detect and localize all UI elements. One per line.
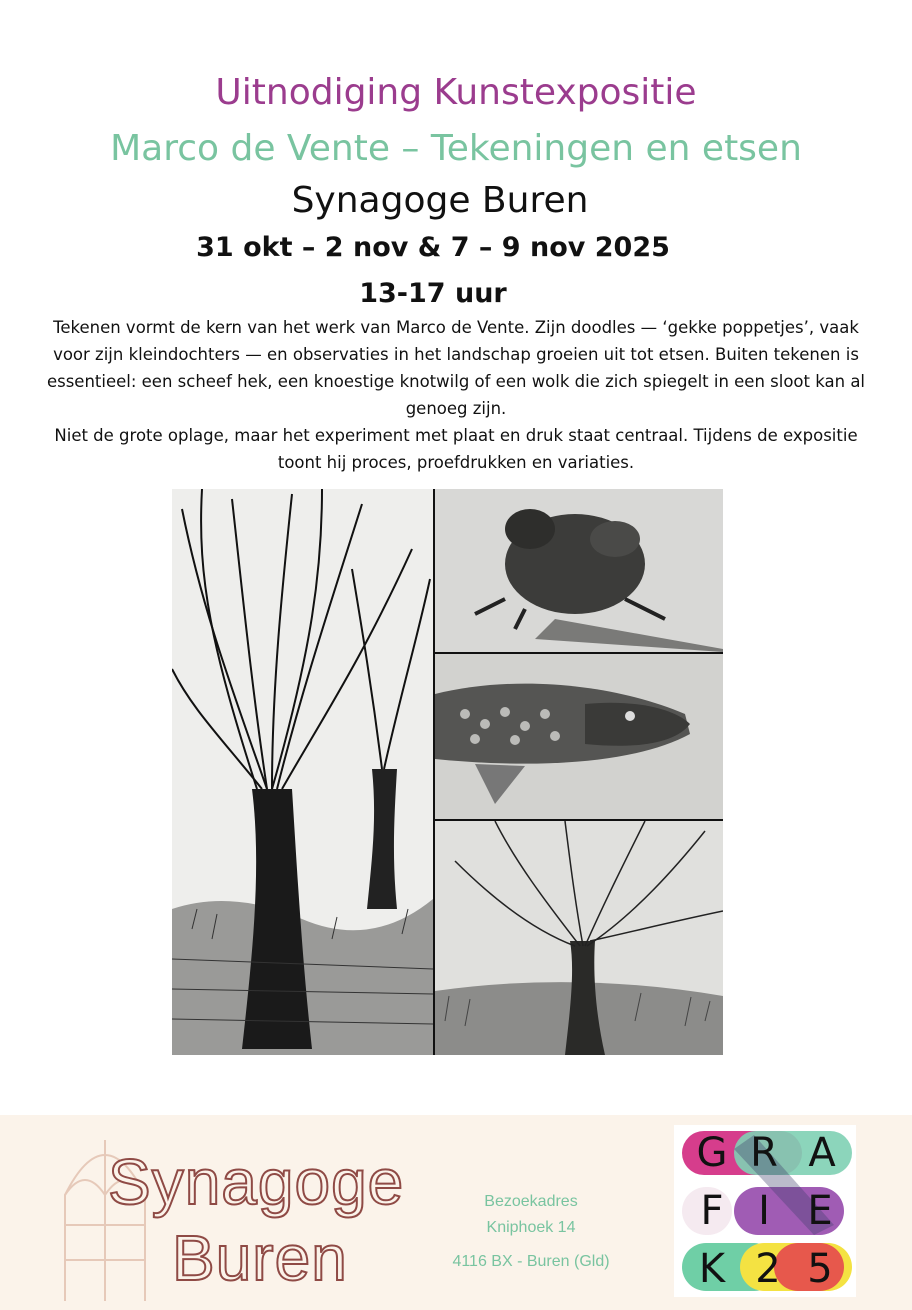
logo-letter-i: I bbox=[758, 1188, 770, 1234]
exhibition-subtitle: Marco de Vente – Tekeningen en etsen bbox=[110, 128, 802, 169]
intro-text bbox=[40, 314, 872, 476]
exhibition-dates: 31 okt – 2 nov & 7 – 9 nov 2025 bbox=[196, 232, 670, 263]
logo-digit-5: 5 bbox=[807, 1246, 833, 1292]
frog-etching bbox=[435, 489, 723, 652]
footer bbox=[0, 1115, 912, 1310]
grafiek25-logo bbox=[674, 1125, 856, 1297]
willow-etching bbox=[172, 489, 433, 1055]
opening-hours: 13-17 uur bbox=[359, 278, 507, 309]
logo-letter-k: K bbox=[698, 1246, 726, 1292]
logo-letter-e: E bbox=[807, 1188, 833, 1234]
logo-letter-r: R bbox=[750, 1130, 778, 1176]
logo-letter-f: F bbox=[700, 1188, 724, 1234]
logo-letter-g: G bbox=[696, 1130, 728, 1176]
artwork-collage bbox=[172, 489, 723, 1055]
invitation-title: Uitnodiging Kunstexpositie bbox=[215, 72, 697, 113]
pike-etching bbox=[435, 654, 723, 819]
synagoge-logo-line-2: Buren bbox=[172, 1222, 348, 1294]
venue-name: Synagoge Buren bbox=[291, 180, 589, 221]
address-label: Bezoekadres bbox=[484, 1193, 578, 1210]
logo-letter-a: A bbox=[808, 1130, 836, 1176]
address-street: Kniphoek 14 bbox=[486, 1219, 576, 1236]
logo-digit-2: 2 bbox=[755, 1246, 781, 1292]
synagoge-logo-line-1: Synagoge bbox=[108, 1146, 405, 1218]
intro-paragraph-1: Tekenen vormt de kern van het werk van Marco de Vente. Zijn doodles — ‘gekke poppetjes’, vaak voor zijn kleindochters — en observaties in het landschap groeien uit tot etsen. Buiten tekenen is essentieel: een scheef hek, een knoestige knotwilg of een wolk die zich spiegelt in een sloot kan al genoeg zijn. bbox=[46, 318, 866, 418]
tree-etching bbox=[435, 821, 723, 1055]
intro-paragraph-2: Niet de grote oplage, maar het experiment met plaat en druk staat centraal. Tijdens de expositie toont hij proces, proefdrukken en variaties. bbox=[54, 426, 858, 472]
address-city: 4116 BX - Buren (Gld) bbox=[452, 1253, 610, 1270]
